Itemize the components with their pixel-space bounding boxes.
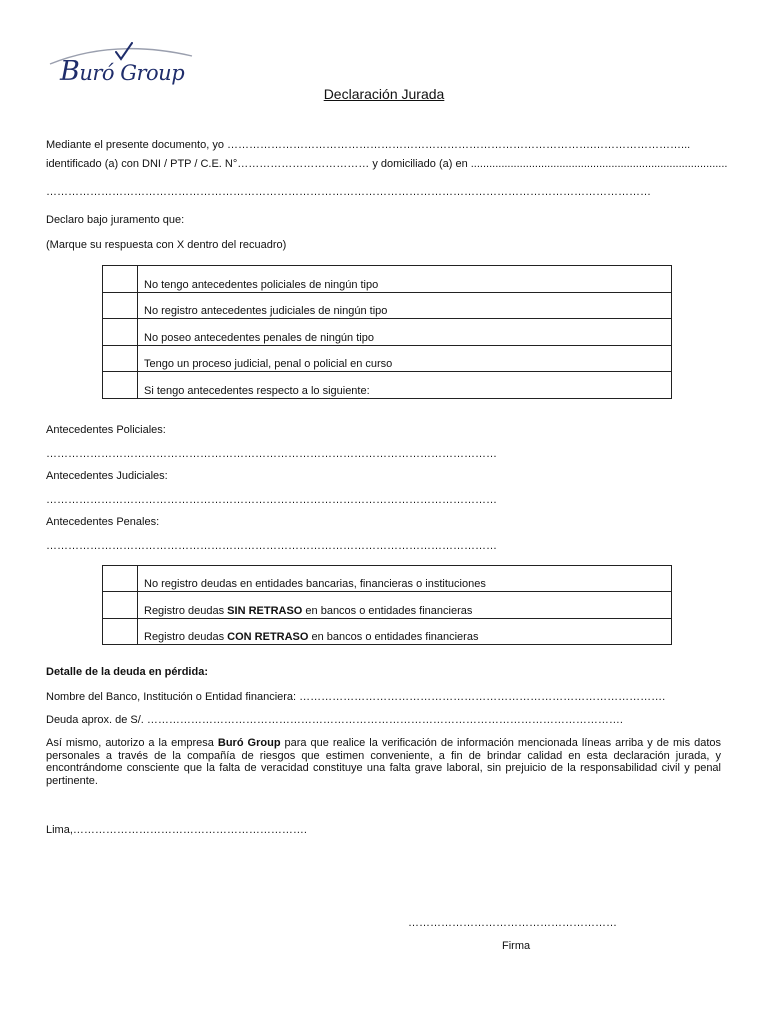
checklist-label: Tengo un proceso judicial, penal o policial en curso [138, 345, 672, 372]
checkbox-cell[interactable] [103, 319, 138, 346]
deudas-checklist [102, 565, 672, 645]
deuda-line[interactable]: Deuda aprox. de S/. …………………………………………………………………………………………………………………. [46, 714, 623, 726]
checklist-row [103, 592, 672, 618]
checklist-row [103, 266, 672, 293]
authorization-paragraph: Así mismo, autorizo a la empresa Buró Group para que realice la verificación de información mencionada líneas arriba y de mis datos personales a través de la compañía de riesgos que estimen conveniente, a fin de brindar calidad en esta declaración jurada, y encontrándome consciente que la falta de veracidad constituye una falta grave laboral, sin prejuicio de la responsabilidad civil y penal pertinente. [46, 737, 721, 787]
page-title: Declaración Jurada [323, 86, 445, 102]
instruction-text: (Marque su respuesta con X dentro del recuadro) [46, 239, 287, 251]
banco-line[interactable]: Nombre del Banco, Institución o Entidad financiera: ………………………………………………………………………………………. [46, 691, 666, 703]
intro-line-3: ………………………………………………………………………………………………………………………………………………… [46, 186, 651, 198]
checkbox-cell[interactable] [103, 566, 138, 592]
policiales-label: Antecedentes Policiales: [46, 424, 166, 436]
detalle-heading: Detalle de la deuda en pérdida: [46, 666, 208, 678]
policiales-blank[interactable]: …………………………………………………………………………………………………………… [46, 448, 497, 460]
checkbox-cell[interactable] [103, 592, 138, 618]
checklist-row [103, 372, 672, 399]
checklist-row [103, 292, 672, 319]
judiciales-blank[interactable]: …………………………………………………………………………………………………………… [46, 494, 497, 506]
logo-wordmark: Buró Group [60, 56, 185, 87]
checklist-row [103, 319, 672, 346]
checklist-label: Registro deudas SIN RETRASO en bancos o entidades financieras [138, 592, 672, 618]
checkbox-cell[interactable] [103, 292, 138, 319]
checklist-label: Si tengo antecedentes respecto a lo siguiente: [138, 372, 672, 399]
checkbox-cell[interactable] [103, 266, 138, 293]
intro-line-2: identificado (a) con DNI / PTP / C.E. N°……………………………… y domiciliado (a) en .................................................................................... [46, 158, 728, 170]
lima-line[interactable]: Lima,………………………………………………………. [46, 824, 307, 836]
checklist-label: No registro deudas en entidades bancarias, financieras o instituciones [138, 566, 672, 592]
signature-label: Firma [502, 940, 531, 952]
checklist-label: No registro antecedentes judiciales de ningún tipo [138, 292, 672, 319]
declaro-text: Declaro bajo juramento que: [46, 214, 185, 226]
intro-line-1: Mediante el presente documento, yo ……………………………………………………………………………………….……………………... [46, 139, 691, 151]
checklist-row [103, 566, 672, 592]
antecedentes-checklist [102, 265, 672, 399]
checkbox-cell[interactable] [103, 372, 138, 399]
checkbox-cell[interactable] [103, 618, 138, 644]
checkbox-cell[interactable] [103, 345, 138, 372]
penales-blank[interactable]: …………………………………………………………………………………………………………… [46, 540, 497, 552]
signature-line[interactable]: ………………………………………………… [408, 917, 617, 929]
penales-label: Antecedentes Penales: [46, 516, 160, 528]
checklist-label: Registro deudas CON RETRASO en bancos o entidades financieras [138, 618, 672, 644]
buro-group-logo [44, 42, 196, 92]
checklist-label: No tengo antecedentes policiales de ningún tipo [138, 266, 672, 293]
judiciales-label: Antecedentes Judiciales: [46, 470, 168, 482]
checklist-row [103, 345, 672, 372]
checklist-label: No poseo antecedentes penales de ningún tipo [138, 319, 672, 346]
checklist-row [103, 618, 672, 644]
